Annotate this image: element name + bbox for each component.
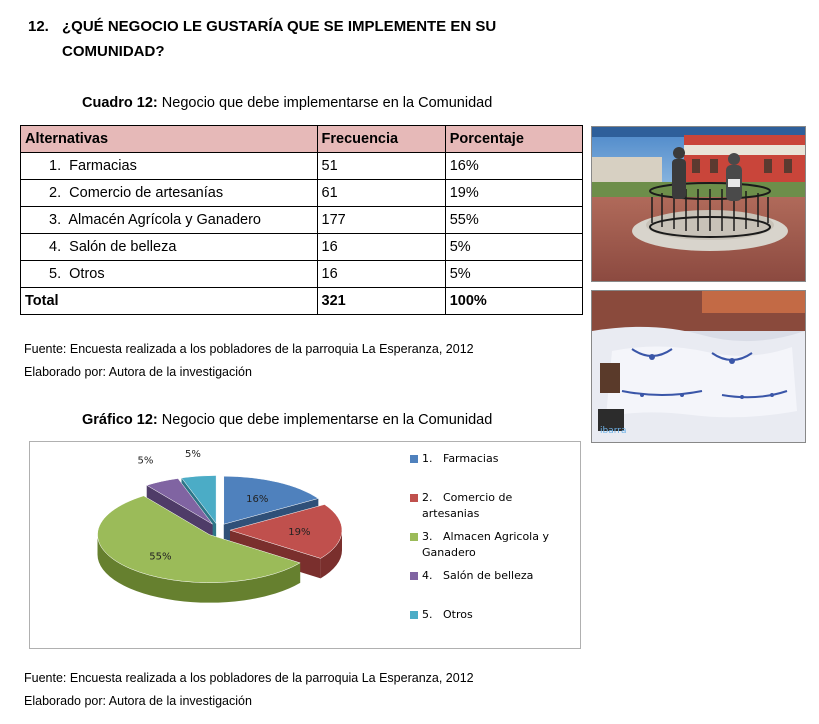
row-percentage: 16% [445,153,582,180]
chart-author-note: Elaborado por: Autora de la investigación [24,694,252,708]
legend-number: 5. [422,608,433,621]
table-row [21,261,583,288]
legend-label: Salón de belleza [443,569,534,582]
row-number: 2. [49,185,62,201]
question-title [28,14,578,64]
legend-swatch [410,533,418,541]
row-alternative [21,180,318,207]
embroidered-blouses-photo [591,290,806,443]
row-alternative [21,261,318,288]
question-line1: ¿QUÉ NEGOCIO LE GUSTARÍA QUE SE IMPLEMENTE EN SU [62,18,497,35]
total-label: Total [21,288,318,315]
chart-caption-label: Gráfico 12: [82,412,158,428]
table-caption [82,95,492,111]
row-number: 4. [49,239,62,255]
row-frequency: 16 [317,234,445,261]
row-alternative [21,207,318,234]
pie-chart-plot [30,442,400,648]
legend-swatch [410,611,418,619]
row-label: Otros [69,266,105,282]
table-row [21,207,583,234]
row-frequency: 61 [317,180,445,207]
question-number: 12. [28,18,49,35]
legend-number: 1. [422,452,433,465]
row-number: 5. [49,266,62,282]
table-author-note: Elaborado por: Autora de la investigación [24,365,252,379]
row-percentage: 5% [445,261,582,288]
row-label: Salón de belleza [69,239,177,255]
pie-data-label: 55% [149,551,172,563]
photo-watermark: ibarra [600,426,627,436]
header-porcentaje: Porcentaje [445,126,582,153]
pie-data-label: 19% [288,527,311,539]
row-frequency: 16 [317,261,445,288]
table-source-note: Fuente: Encuesta realizada a los pobladores de la parroquia La Esperanza, 2012 [24,342,474,356]
legend-label: Otros [443,608,473,621]
row-frequency: 177 [317,207,445,234]
row-alternative [21,234,318,261]
row-number: 3. [49,212,62,228]
row-label: Comercio de artesanías [69,185,224,201]
pie-data-label: 5% [137,455,154,467]
total-frequency: 321 [317,288,445,315]
legend-swatch [410,455,418,463]
pie-data-label: 16% [246,494,269,506]
row-label: Farmacias [69,158,137,174]
legend-number: 4. [422,569,433,582]
table-row [21,153,583,180]
row-percentage: 19% [445,180,582,207]
row-frequency: 51 [317,153,445,180]
table-row [21,180,583,207]
legend-number: 3. [422,530,433,543]
frequency-table [20,125,583,315]
row-percentage: 55% [445,207,582,234]
legend-label: Almacen Agricola y Ganadero [422,530,549,559]
legend-swatch [410,572,418,580]
row-label: Almacén Agrícola y Ganadero [68,212,261,228]
plaza-monument-photo [591,126,806,282]
chart-caption-text: Negocio que debe implementarse en la Comunidad [157,412,493,428]
legend-label: Farmacias [443,452,499,465]
chart-caption [82,412,492,428]
row-percentage: 5% [445,234,582,261]
table-total-row [21,288,583,315]
pie-chart [29,441,581,649]
header-frecuencia: Frecuencia [317,126,445,153]
header-alternativas: Alternativas [21,126,318,153]
row-alternative [21,153,318,180]
table-caption-text: Negocio que debe implementarse en la Comunidad [157,95,493,111]
total-percentage: 100% [445,288,582,315]
table-caption-label: Cuadro 12: [82,95,158,111]
pie-data-label: 5% [185,448,201,460]
chart-source-note: Fuente: Encuesta realizada a los pobladores de la parroquia La Esperanza, 2012 [24,671,474,685]
legend-number: 2. [422,491,433,504]
row-number: 1. [49,158,62,174]
table-header-row [21,126,583,153]
table-row [21,234,583,261]
question-line2: COMUNIDAD? [62,43,165,60]
legend-label: Comercio de artesanias [422,491,513,520]
legend-swatch [410,494,418,502]
